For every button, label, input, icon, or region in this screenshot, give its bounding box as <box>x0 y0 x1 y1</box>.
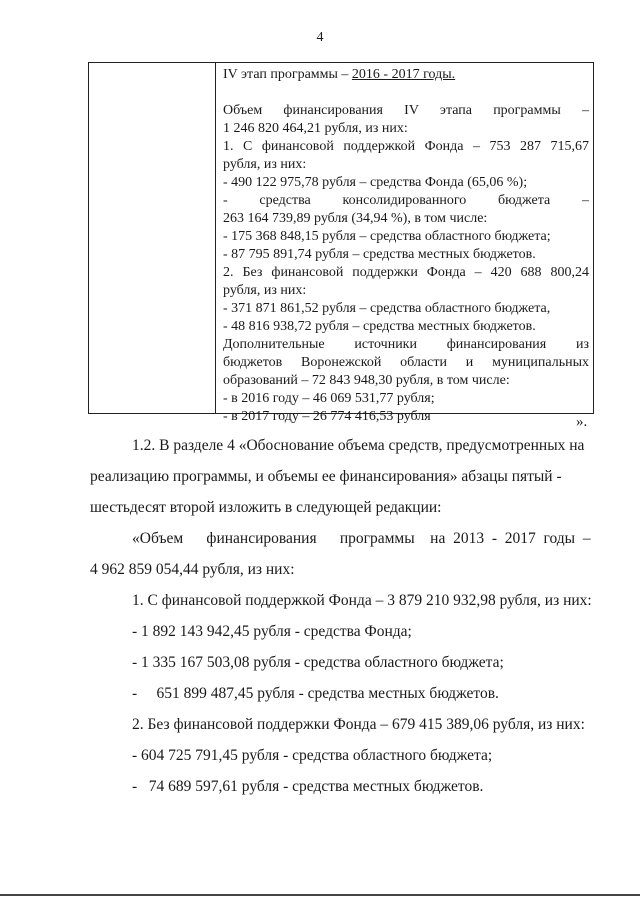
paragraph-line: шестьдесят второй изложить в следующей редакции: <box>90 499 442 516</box>
paragraph-line: - 1 335 167 503,08 рубля - средства областного бюджета; <box>132 654 504 671</box>
table-line: - 175 368 848,15 рубля – средства областного бюджета; <box>223 229 551 244</box>
closing-quote: ». <box>576 414 588 430</box>
table-line: бюджетов Воронежской области и муниципальных <box>223 355 589 370</box>
stage-heading-text: IV этап программы – <box>223 67 352 82</box>
table-line: - 490 122 975,78 рубля – средства Фонда (65,06 %); <box>223 175 528 190</box>
table-line: 263 164 739,89 рубля (34,94 %), в том числе: <box>223 211 488 226</box>
page-number: 4 <box>316 30 324 45</box>
table-line: Дополнительные источники финансирования из <box>223 337 589 352</box>
table-line: - 371 871 861,52 рубля – средства областного бюджета, <box>223 301 551 316</box>
table-line: 1. С финансовой поддержкой Фонда – 753 287 715,67 <box>223 139 589 154</box>
paragraph-line: - 1 892 143 942,45 рубля - средства Фонда; <box>132 623 412 640</box>
paragraph-line: 4 962 859 054,44 рубля, из них: <box>90 561 295 578</box>
financing-table <box>88 62 594 424</box>
paragraph-line: «Объем финансирования программы на 2013 - 2017 годы – <box>132 530 591 547</box>
paragraph-line: - 604 725 791,45 рубля - средства областного бюджета; <box>132 747 493 764</box>
stage-years: 2016 - 2017 годы. <box>351 67 456 82</box>
paragraph-line: 1.2. В разделе 4 «Обоснование объема средств, предусмотренных на <box>132 437 585 454</box>
table-line: рубля, из них: <box>223 283 307 298</box>
table-line: - 87 795 891,74 рубля – средства местных бюджетов. <box>223 247 536 262</box>
blank-line <box>223 84 589 102</box>
table-line: 2. Без финансовой поддержки Фонда – 420 688 800,24 <box>223 265 589 280</box>
table-line: - средства консолидированного бюджета – <box>223 193 589 208</box>
table-line: Объем финансирования IV этапа программы – <box>223 103 589 118</box>
table-line: образований – 72 843 948,30 рубля, в том числе: <box>223 373 510 388</box>
paragraph-line: - 651 899 487,45 рубля - средства местных бюджетов. <box>132 685 499 702</box>
paragraph-line: 2. Без финансовой поддержки Фонда – 679 415 389,06 рубля, из них: <box>132 716 585 733</box>
page-bottom-edge <box>0 894 640 896</box>
table-line: - в 2017 году – 26 774 416,53 рубля <box>223 409 431 424</box>
table-line: рубля, из них: <box>223 157 307 172</box>
paragraph-line: реализацию программы, и объемы ее финансирования» абзацы пятый - <box>90 468 562 485</box>
table-right-cell <box>223 66 589 426</box>
paragraph-line: - 74 689 597,61 рубля - средства местных бюджетов. <box>132 778 484 795</box>
stage-heading <box>223 66 589 84</box>
table-line: 1 246 820 464,21 рубля, из них: <box>223 121 408 136</box>
table-line: - в 2016 году – 46 069 531,77 рубля; <box>223 391 435 406</box>
table-column-divider <box>215 63 216 413</box>
table-line: - 48 816 938,72 рубля – средства местных бюджетов. <box>223 319 536 334</box>
paragraph-line: 1. С финансовой поддержкой Фонда – 3 879 210 932,98 рубля, из них: <box>132 592 592 609</box>
